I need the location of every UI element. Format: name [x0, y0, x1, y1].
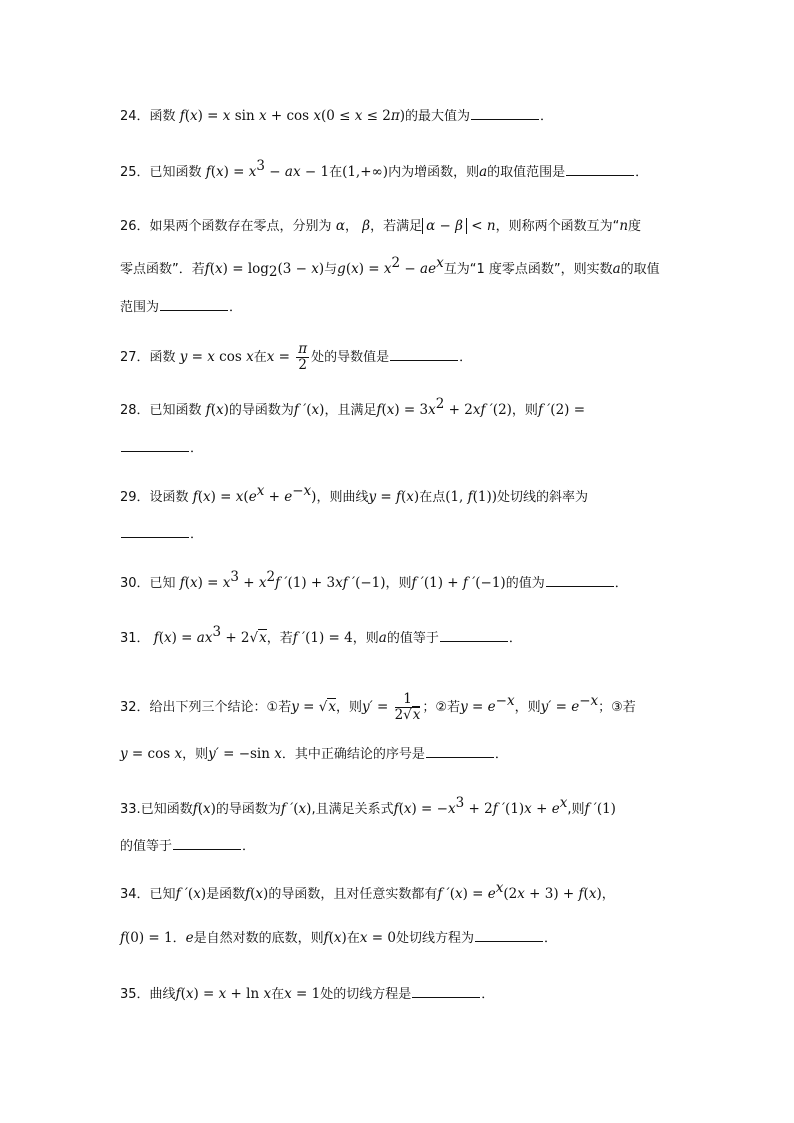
question-number: 29． [120, 490, 150, 505]
answer-blank[interactable] [390, 347, 458, 361]
question-number: 28． [120, 403, 150, 418]
answer-blank[interactable] [121, 438, 189, 452]
answer-blank[interactable] [160, 297, 228, 311]
question-number: 30． [120, 576, 150, 591]
question-34: 34．已知f ′(x)是函数f(x)的导函数，且对任意实数都有f $'(x) = e^x(2x + 3) + f(x)$， [120, 880, 615, 902]
answer-blank[interactable] [412, 984, 480, 998]
answer-blank[interactable] [546, 573, 614, 587]
answer-blank[interactable] [471, 106, 539, 120]
question-number: 27． [120, 350, 150, 365]
answer-blank[interactable] [173, 836, 241, 850]
question-28-line-2: ． [120, 438, 676, 459]
question-number: 25． [120, 165, 150, 180]
question-31: 31． $f(x) = ax^3 + 2√x$，若f ′(1) = 4，则a的值等于 ． [120, 624, 522, 646]
question-26-line-3: 范围为 ． [120, 297, 676, 318]
question-number: 31． [120, 631, 150, 646]
question-32-line-2: y = cos x，则y′ = −sin x．其中正确结论的序号是 ． [120, 746, 508, 762]
question-29: 29．设函数 $f(x) = x(e^x + e^{-x})$，则曲线y = f(x)在点(1, f(1))处切线的斜率为 [120, 483, 589, 505]
question-number: 26． [120, 219, 150, 234]
question-29-line-2: ． [120, 524, 676, 545]
question-28: 28．已知函数 f(x)的导函数为f ′(x)，且满足$f(x) = 3x^2 + 2xf$ ′(2)，则f ′(2) = [120, 396, 586, 418]
question-26: 26．如果两个函数存在零点，分别为 α， β，若满足 α − β < n，则称两个函数互为“n度 [120, 218, 642, 234]
math-expression: f [179, 108, 185, 124]
question-number: 35． [120, 987, 150, 1002]
answer-blank[interactable] [475, 928, 543, 942]
question-number: 32． [120, 700, 150, 715]
question-26-line-2: 零点函数”．若$f(x) = \log_2(3 - x)$与$g(x) = x^2 - ae^x$互为“1 度零点函数”，则实数a的取值 [120, 255, 660, 280]
answer-blank[interactable] [121, 524, 189, 538]
answer-blank[interactable] [440, 628, 508, 642]
answer-blank[interactable] [566, 162, 634, 176]
question-25: 25．已知函数 $f(x) = x^3$ − ax − 1在(1,+∞)内为增函数，则a的取值范围是 ． [120, 158, 649, 180]
question-30: 30．已知 $f(x) = x^3 + x^2f$ ′(1) + 3xf ′(−1)，则f ′(1) + f ′(−1)的值为 ． [120, 569, 628, 591]
question-number: 24． [120, 109, 150, 124]
question-number: 33. [120, 802, 141, 817]
question-27: 27．函数 y = x cos x在x = $\frac{\pi}{2}$ 处的导数值是 ． [120, 341, 473, 373]
question-33: 33.已知函数f(x)的导函数为f ′(x),且满足关系式$f(x) = -x^3 + 2f$ $'(1)x + e^x$,则f ′(1) [120, 795, 616, 817]
question-35: 35．曲线f(x) = x + ln x在x = 1处的切线方程是 ． [120, 986, 495, 1002]
answer-blank[interactable] [426, 744, 494, 758]
question-33-line-2: 的值等于 ． [120, 836, 676, 857]
question-24: 24．函数 f(x) = x sin x + cos x(0 ≤ x ≤ 2π)的最大值为 ． [120, 108, 554, 124]
question-34-line-2: f(0) = 1．e是自然对数的底数，则f(x)在x = 0处切线方程为 ． [120, 930, 557, 946]
question-32: 32．给出下列三个结论：①若y = √x，则y′ = $\frac{1}{2√x}$ ；②若$y = e^{-x}$，则$y' = e^{-x}$；③若 [120, 691, 636, 723]
question-number: 34． [120, 887, 150, 902]
